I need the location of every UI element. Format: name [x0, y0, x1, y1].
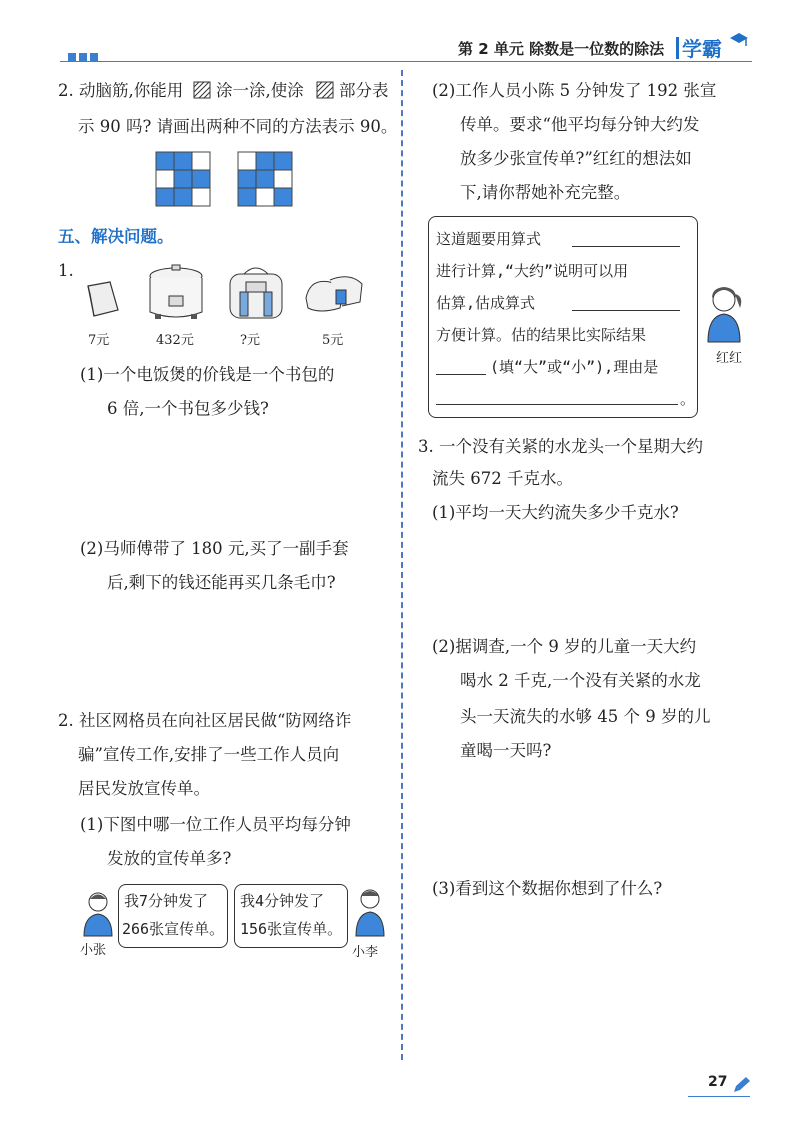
blank-bigger-smaller[interactable] — [436, 374, 486, 375]
brand-logo: 学霸 — [682, 37, 722, 61]
unit-title: 第 2 单元 除数是一位数的除法 — [458, 40, 665, 58]
boy-zhang-figure — [80, 890, 116, 938]
footer-rule — [688, 1096, 750, 1097]
boy-li-figure — [352, 886, 388, 938]
graduation-cap-icon — [728, 30, 750, 48]
bubble-li-line2: 156张宣传单。 — [240, 920, 343, 938]
name-honghong: 红红 — [716, 351, 743, 366]
girl-honghong-figure — [702, 282, 750, 344]
bubble-zhang-line1: 我7分钟发了 — [124, 892, 209, 910]
blank-estimate-formula[interactable] — [572, 310, 680, 311]
q2-2-line1: (2)工作人员小陈 5 分钟发了 192 张宣 — [432, 81, 717, 100]
rice-cooker-icon — [143, 262, 209, 324]
q2-text-line2: 示 90 吗? 请画出两种不同的方法表示 90。 — [78, 117, 398, 136]
q3-line1: 3. 一个没有关紧的水龙头一个星期大约 — [418, 437, 703, 456]
box-line1: 这道题要用算式 — [436, 230, 542, 248]
q3-2-line3: 头一天流失的水够 45 个 9 岁的儿 — [460, 707, 711, 726]
blank-reason[interactable] — [436, 404, 678, 405]
q2b-line2: 骗”宣传工作,安排了一些工作人员向 — [78, 745, 340, 764]
q1-2-line2: 后,剩下的钱还能再买几条毛巾? — [107, 573, 336, 592]
q3-line2: 流失 672 千克水。 — [432, 469, 573, 488]
hatched-square-icon — [193, 81, 211, 99]
q3-1: (1)平均一天大约流失多少千克水? — [432, 503, 679, 522]
q1-1-line2: 6 倍,一个书包多少钱? — [107, 399, 269, 418]
blank-formula[interactable] — [572, 246, 680, 247]
number-grid-2[interactable] — [237, 151, 295, 209]
backpack-icon — [222, 264, 292, 324]
q3-3: (3)看到这个数据你想到了什么? — [432, 879, 663, 898]
q3-2-line1: (2)据调查,一个 9 岁的儿童一天大约 — [432, 637, 697, 656]
price-gloves: 5元 — [322, 333, 344, 348]
q3-2-line4: 童喝一天吗? — [460, 741, 552, 760]
price-backpack: ?元 — [240, 333, 260, 348]
q2-text-part2: 涂一涂,使涂 — [216, 81, 304, 100]
box-line5: (填“大”或“小”),理由是 — [490, 358, 659, 376]
hatched-square-icon — [316, 81, 334, 99]
section-title: 五、解决问题。 — [58, 227, 174, 246]
q1-2-line1: (2)马师傅带了 180 元,买了一副手套 — [80, 539, 349, 558]
number-grid-1[interactable] — [155, 151, 213, 209]
price-rice-cooker: 432元 — [156, 333, 194, 348]
q2b-line3: 居民发放宣传单。 — [78, 779, 210, 798]
bubble-li-line1: 我4分钟发了 — [240, 892, 325, 910]
q2-text-part3: 部分表 — [339, 81, 389, 100]
q2b-1-line1: (1)下图中哪一位工作人员平均每分钟 — [80, 815, 351, 834]
q2-2-line2: 传单。要求“他平均每分钟大约发 — [460, 115, 700, 134]
towel-icon — [80, 276, 126, 322]
pencil-icon — [732, 1076, 752, 1094]
q2-text-part1: 2. 动脑筋,你能用 — [58, 81, 184, 100]
page-number: 27 — [708, 1074, 728, 1090]
box-line4: 方便计算。估的结果比实际结果 — [436, 326, 647, 344]
price-towel: 7元 — [88, 333, 110, 348]
q2b-line1: 2. 社区网格员在向社区居民做“防网络诈 — [58, 711, 352, 730]
bubble-zhang-line2: 266张宣传单。 — [122, 920, 225, 938]
q2-2-line3: 放多少张宣传单?”红红的想法如 — [460, 149, 692, 168]
gloves-icon — [300, 268, 372, 320]
problem-1-number: 1. — [58, 261, 74, 280]
box-line2: 进行计算,“大约”说明可以用 — [436, 262, 629, 280]
brand-divider — [676, 37, 679, 59]
name-zhang: 小张 — [80, 943, 107, 958]
header-rule — [60, 61, 752, 62]
header-decoration — [68, 46, 101, 65]
name-li: 小李 — [352, 945, 379, 960]
q3-2-line2: 喝水 2 千克,一个没有关紧的水龙 — [460, 671, 701, 690]
box-line3: 估算,估成算式 — [436, 294, 536, 312]
q1-1-line1: (1)一个电饭煲的价钱是一个书包的 — [80, 365, 335, 384]
box-line6-end: 。 — [680, 390, 696, 408]
q2-2-line4: 下,请你帮她补充完整。 — [460, 183, 631, 202]
column-divider — [401, 70, 403, 1060]
q2b-1-line2: 发放的宣传单多? — [107, 849, 232, 868]
